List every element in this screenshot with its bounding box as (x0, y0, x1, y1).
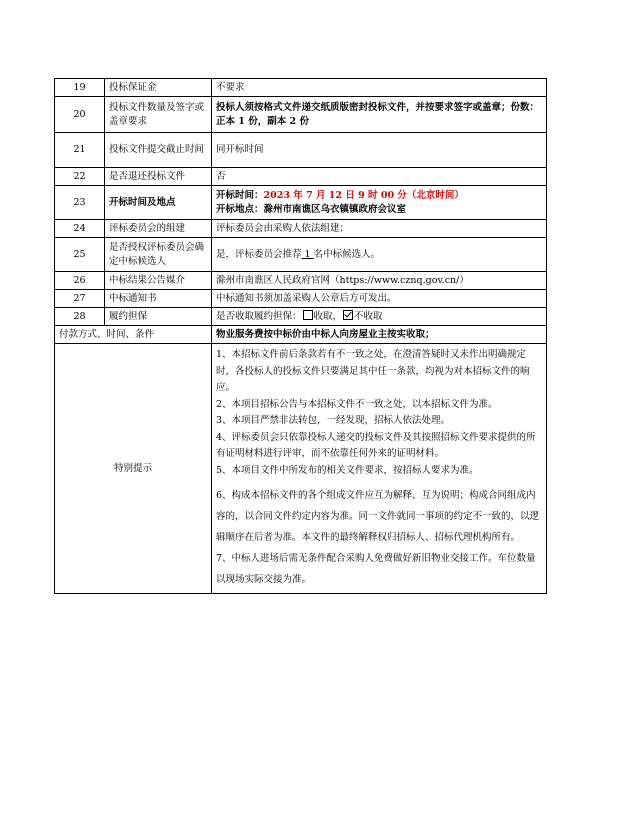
note-item: 5、本项目文件中所发布的相关文件要求，按招标人要求为准。 (216, 464, 479, 476)
table-row (55, 272, 547, 290)
row-number: 27 (55, 290, 105, 308)
table-row (55, 97, 547, 133)
table-row (55, 168, 547, 186)
note-item: 1、本招标文件前后条款若有不一致之处，在澄清答疑时又未作出明确规定时，各投标人的投标文件只要满足其中任一条款，均视为对本招标文件的响应。 (216, 349, 530, 393)
row-item: 投标保证金 (105, 79, 212, 97)
row-content: 不要求 (212, 79, 547, 97)
note-item: 2、本项目招标公告与本招标文件不一致之处，以本招标文件为准。 (216, 398, 498, 410)
row-number: 19 (55, 79, 105, 97)
row-item: 中标结果公告媒介 (105, 272, 212, 290)
row-number: 28 (55, 308, 105, 326)
row-number: 23 (55, 186, 105, 220)
option-not-collect: 不收取 (354, 310, 383, 322)
row-item: 中标通知书 (105, 290, 212, 308)
row-content: 评标委员会由采购人依法组建； (212, 220, 547, 238)
payment-label: 付款方式、时间、条件 (55, 326, 212, 344)
row-number: 21 (55, 133, 105, 168)
note-item: 6、构成本招标文件的各个组成文件应互为解释、互为说明；构成合同组成内容的，以合同文件约定内容为准。同一文件就同一事项的约定不一致的，以逻辑顺序在后者为准。本文件的最终解释权归招标人、招标代理机构所有。 (216, 490, 540, 543)
table-row (55, 133, 547, 168)
bid-opening-time-value: 2023 年 7 月 12 日 9 时 00 分（北京时间） (263, 189, 464, 201)
row-content (212, 238, 547, 272)
row-number: 22 (55, 168, 105, 186)
table-row (55, 290, 547, 308)
content-post: 名中标候选人。 (313, 248, 381, 260)
note-item: 7、中标人进场后需无条件配合采购人免费做好新旧物业交接工作。车位数量以现场实际交接为准。 (216, 553, 536, 585)
special-notes-label: 特别提示 (55, 344, 212, 594)
row-item: 是否授权评标委员会确定中标候选人 (105, 238, 212, 272)
content-pre: 是否收取履约担保： (216, 310, 302, 322)
row-item: 是否退还投标文件 (105, 168, 212, 186)
checked-checkbox-icon (343, 310, 353, 320)
row-content (212, 186, 547, 220)
special-notes-content (212, 344, 547, 594)
bid-opening-time-label: 开标时间： (216, 189, 264, 201)
note-item: 4、评标委员会只依靠投标人递交的投标文件及其按照招标文件要求提供的所有证明材料进行评审，而不依靠任何外来的证明材料。 (216, 431, 536, 459)
payment-row (55, 326, 547, 344)
row-content: 投标人须按格式文件递交纸质版密封投标文件，并按要求签字或盖章；份数：正本 1 份，副本 2 份 (212, 97, 547, 133)
table-row (55, 238, 547, 272)
content-pre: 是，评标委员会推荐 (216, 248, 302, 260)
tender-info-table (54, 78, 547, 594)
row-item: 开标时间及地点 (105, 186, 212, 220)
row-item: 投标文件数量及签字或盖章要求 (105, 97, 212, 133)
table-row (55, 79, 547, 97)
note-item: 3、本项目严禁非法转包，一经发现，招标人依法处理。 (216, 415, 451, 426)
row-content: 同开标时间 (212, 133, 547, 168)
unchecked-checkbox-icon (303, 310, 313, 320)
row-item: 履约担保 (105, 308, 212, 326)
row-number: 24 (55, 220, 105, 238)
row-content: 否 (212, 168, 547, 186)
row-item: 评标委员会的组建 (105, 220, 212, 238)
row-number: 25 (55, 238, 105, 272)
bid-opening-place: 开标地点：滁州市南谯区乌衣镇镇政府会议室 (216, 203, 407, 215)
row-content: 中标通知书须加盖采购人公章后方可发出。 (212, 290, 547, 308)
candidate-count: 1 (301, 248, 314, 260)
table-row (55, 220, 547, 238)
row-item: 投标文件提交截止时间 (105, 133, 212, 168)
option-collect: 收取， (313, 310, 343, 322)
special-notes-row (55, 344, 547, 594)
row-content (212, 308, 547, 326)
table-row (55, 308, 547, 326)
row-number: 20 (55, 97, 105, 133)
payment-content: 物业服务费按中标价由中标人向房屋业主按实收取； (212, 326, 547, 344)
table-row (55, 186, 547, 220)
row-content: 滁州市南谯区人民政府官网（https://www.cznq.gov.cn/） (212, 272, 547, 290)
row-number: 26 (55, 272, 105, 290)
